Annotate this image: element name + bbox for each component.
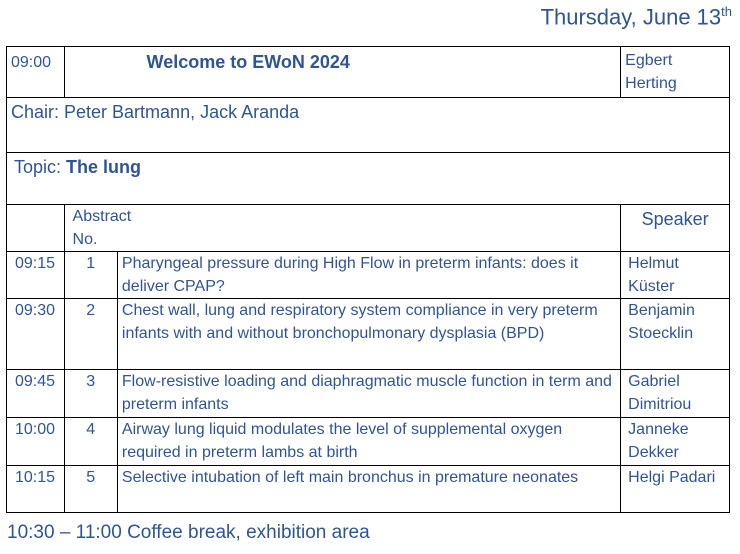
day-heading <box>541 4 732 30</box>
session-row <box>7 299 730 370</box>
topic-cell <box>7 153 730 205</box>
session-abstract-no: 1 <box>64 252 117 299</box>
session-time: 09:45 <box>7 370 65 418</box>
session-row <box>7 466 730 513</box>
session-title: Pharyngeal pressure during High Flow in preterm infants: does it deliver CPAP? <box>117 252 620 299</box>
session-speaker: Helgi Padari <box>621 466 730 513</box>
session-abstract-no: 5 <box>64 466 117 513</box>
header-speaker: Speaker <box>621 205 730 252</box>
session-title: Chest wall, lung and respiratory system compliance in very preterm infants with and without bronchopulmonary dysplasia (BPD) <box>117 299 620 370</box>
session-title: Airway lung liquid modulates the level of supplemental oxygen required in preterm lambs at birth <box>117 418 620 466</box>
header-time-empty <box>7 205 65 252</box>
date-ordinal: th <box>721 4 732 19</box>
session-abstract-no: 2 <box>64 299 117 370</box>
session-time: 10:00 <box>7 418 65 466</box>
date-text: Thursday, June 13 <box>540 4 722 30</box>
session-time: 09:15 <box>7 252 65 299</box>
welcome-speaker: Egbert Herting <box>621 47 730 98</box>
session-abstract-no: 3 <box>64 370 117 418</box>
chair-row <box>7 98 730 153</box>
topic-value: The lung <box>66 157 142 177</box>
session-row <box>7 418 730 466</box>
session-title: Flow-resistive loading and diaphragmatic muscle function in term and preterm infants <box>117 370 620 418</box>
welcome-title: Welcome to EWoN 2024 <box>64 47 621 98</box>
program-table <box>6 46 730 513</box>
welcome-row <box>7 47 730 98</box>
session-time: 09:30 <box>7 299 65 370</box>
topic-label: Topic: <box>14 157 67 177</box>
header-abstract <box>64 205 621 252</box>
column-header-row <box>7 205 730 252</box>
welcome-time: 09:00 <box>7 47 65 98</box>
session-abstract-no: 4 <box>64 418 117 466</box>
session-speaker: Helmut Küster <box>621 252 730 299</box>
coffee-break-note: 10:30 – 11:00 Coffee break, exhibition area <box>7 522 370 543</box>
session-row <box>7 252 730 299</box>
session-speaker: Janneke Dekker <box>621 418 730 466</box>
session-speaker: Gabriel Dimitriou <box>621 370 730 418</box>
header-abstract-label: Abstract No. <box>72 208 132 248</box>
chair-text: Chair: Peter Bartmann, Jack Aranda <box>7 98 730 153</box>
topic-row <box>7 153 730 205</box>
session-title: Selective intubation of left main bronchus in premature neonates <box>117 466 620 513</box>
session-time: 10:15 <box>7 466 65 513</box>
session-speaker: Benjamin Stoecklin <box>621 299 730 370</box>
session-row <box>7 370 730 418</box>
